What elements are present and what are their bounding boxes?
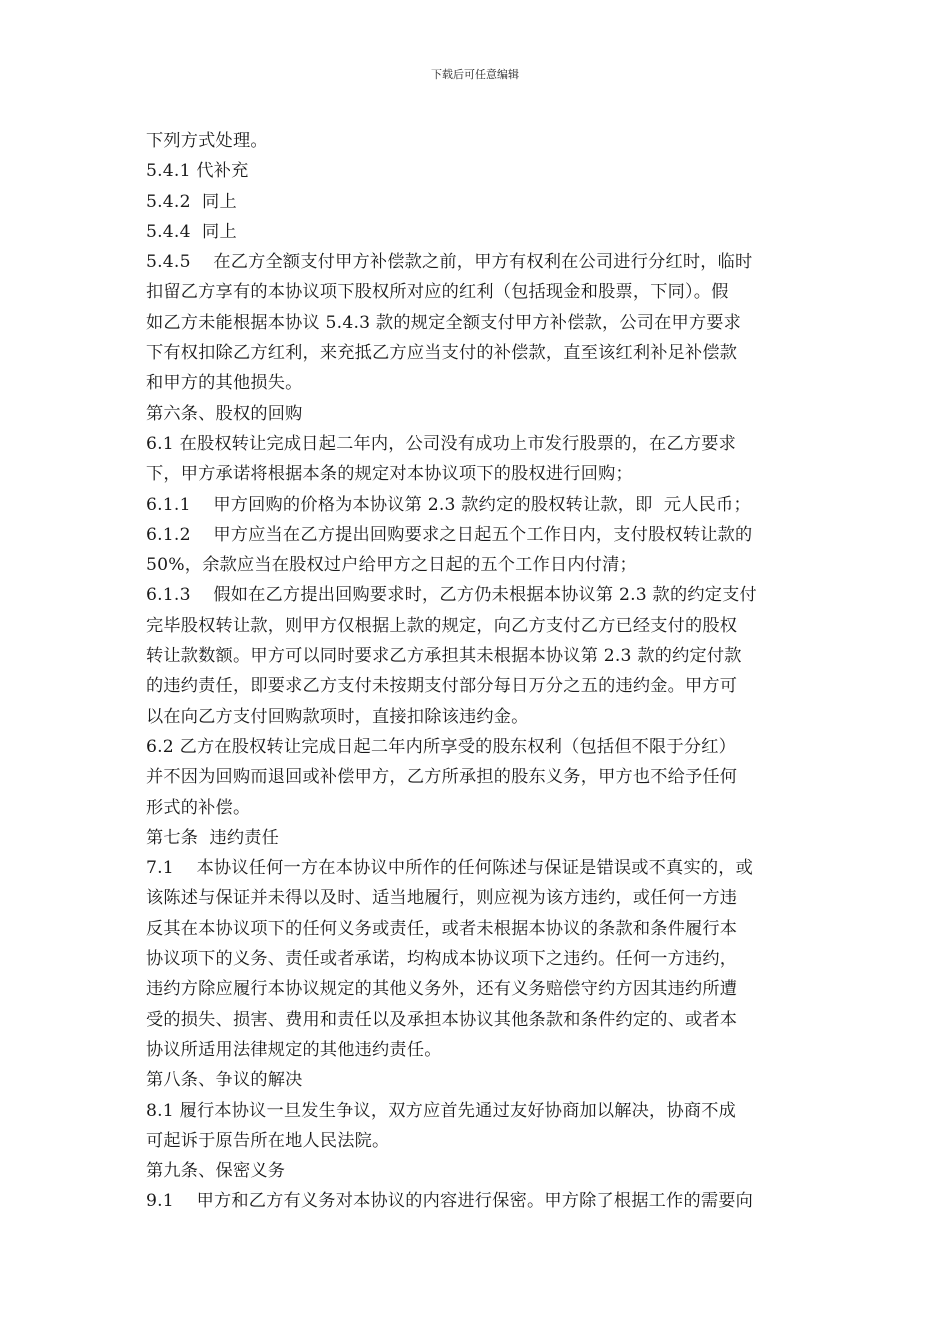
- text-line: 下列方式处理。: [146, 131, 268, 151]
- clause-line: 5.4.4 同上: [146, 221, 237, 242]
- clause-line: 6.1 在股权转让完成日起二年内，公司没有成功上市发行股票的，在乙方要求: [146, 433, 737, 454]
- section-heading: 第八条、争议的解决: [146, 1070, 303, 1091]
- text-line: 协议所适用法律规定的其他违约责任。: [146, 1039, 442, 1060]
- text-line: 违约方除应履行本协议规定的其他义务外，还有义务赔偿守约方因其违约所遭: [146, 979, 738, 1000]
- clause-line: 6.1.2 甲方应当在乙方提出回购要求之日起五个工作日内，支付股权转让款的: [146, 524, 753, 545]
- clause-line: 7.1 本协议任何一方在本协议中所作的任何陈述与保证是错误或不真实的，或: [146, 858, 753, 879]
- text-line: 和甲方的其他损失。: [146, 373, 303, 394]
- section-heading: 第六条、股权的回购: [146, 403, 303, 424]
- clause-line: 9.1 甲方和乙方有义务对本协议的内容进行保密。甲方除了根据工作的需要向: [146, 1191, 753, 1212]
- text-line: 如乙方未能根据本协议 5.4.3 款的规定全额支付甲方补偿款，公司在甲方要求: [146, 312, 742, 333]
- text-line: 形式的补偿。: [146, 797, 251, 818]
- text-line: 完毕股权转让款，则甲方仅根据上款的规定，向乙方支付乙方已经支付的股权: [146, 615, 738, 636]
- text-line: 转让款数额。甲方可以同时要求乙方承担其未根据本协议第 2.3 款的约定付款: [146, 646, 742, 667]
- clause-line: 5.4.5 在乙方全额支付甲方补偿款之前，甲方有权利在公司进行分红时，临时: [146, 252, 753, 273]
- text-line: 的违约责任，即要求乙方支付未按期支付部分每日万分之五的违约金。甲方可: [146, 676, 738, 697]
- text-line: 受的损失、损害、费用和责任以及承担本协议其他条款和条件约定的、或者本: [146, 1009, 738, 1030]
- section-heading: 第九条、保密义务: [146, 1161, 286, 1182]
- text-line: 扣留乙方享有的本协议项下股权所对应的红利（包括现金和股票，下同）。假: [146, 282, 729, 303]
- clause-line: 6.1.3 假如在乙方提出回购要求时，乙方仍未根据本协议第 2.3 款的约定支付: [146, 585, 757, 606]
- text-line: 该陈述与保证并未得以及时、适当地履行，则应视为该方违约，或任何一方违: [146, 888, 738, 909]
- page-header-note: 下载后可任意编辑: [431, 68, 519, 81]
- section-heading: 第七条 违约责任: [146, 827, 280, 848]
- text-line: 协议项下的义务、责任或者承诺，均构成本协议项下之违约。任何一方违约，: [146, 949, 738, 970]
- clause-line: 8.1 履行本协议一旦发生争议，双方应首先通过友好协商加以解决，协商不成: [146, 1100, 737, 1121]
- text-line: 下，甲方承诺将根据本条的规定对本协议项下的股权进行回购；: [146, 464, 633, 485]
- text-line: 以在向乙方支付回购款项时，直接扣除该违约金。: [146, 706, 529, 727]
- text-line: 反其在本协议项下的任何义务或责任，或者未根据本协议的条款和条件履行本: [146, 918, 738, 939]
- clause-line: 6.1.1 甲方回购的价格为本协议第 2.3 款约定的股权转让款，即 元人民币；: [146, 494, 751, 515]
- document-body: [146, 126, 806, 1217]
- clause-line: 5.4.2 同上: [146, 191, 237, 212]
- text-line: 50%，余款应当在股权过户给甲方之日起的五个工作日内付清；: [146, 555, 637, 576]
- text-line: 并不因为回购而退回或补偿甲方，乙方所承担的股东义务，甲方也不给予任何: [146, 767, 738, 788]
- text-line: 下有权扣除乙方红利，来充抵乙方应当支付的补偿款，直至该红利补足补偿款: [146, 343, 738, 364]
- text-line: 可起诉于原告所在地人民法院。: [146, 1130, 390, 1151]
- clause-line: 5.4.1 代补充: [146, 161, 249, 182]
- clause-line: 6.2 乙方在股权转让完成日起二年内所享受的股东权利（包括但不限于分红）: [146, 736, 737, 757]
